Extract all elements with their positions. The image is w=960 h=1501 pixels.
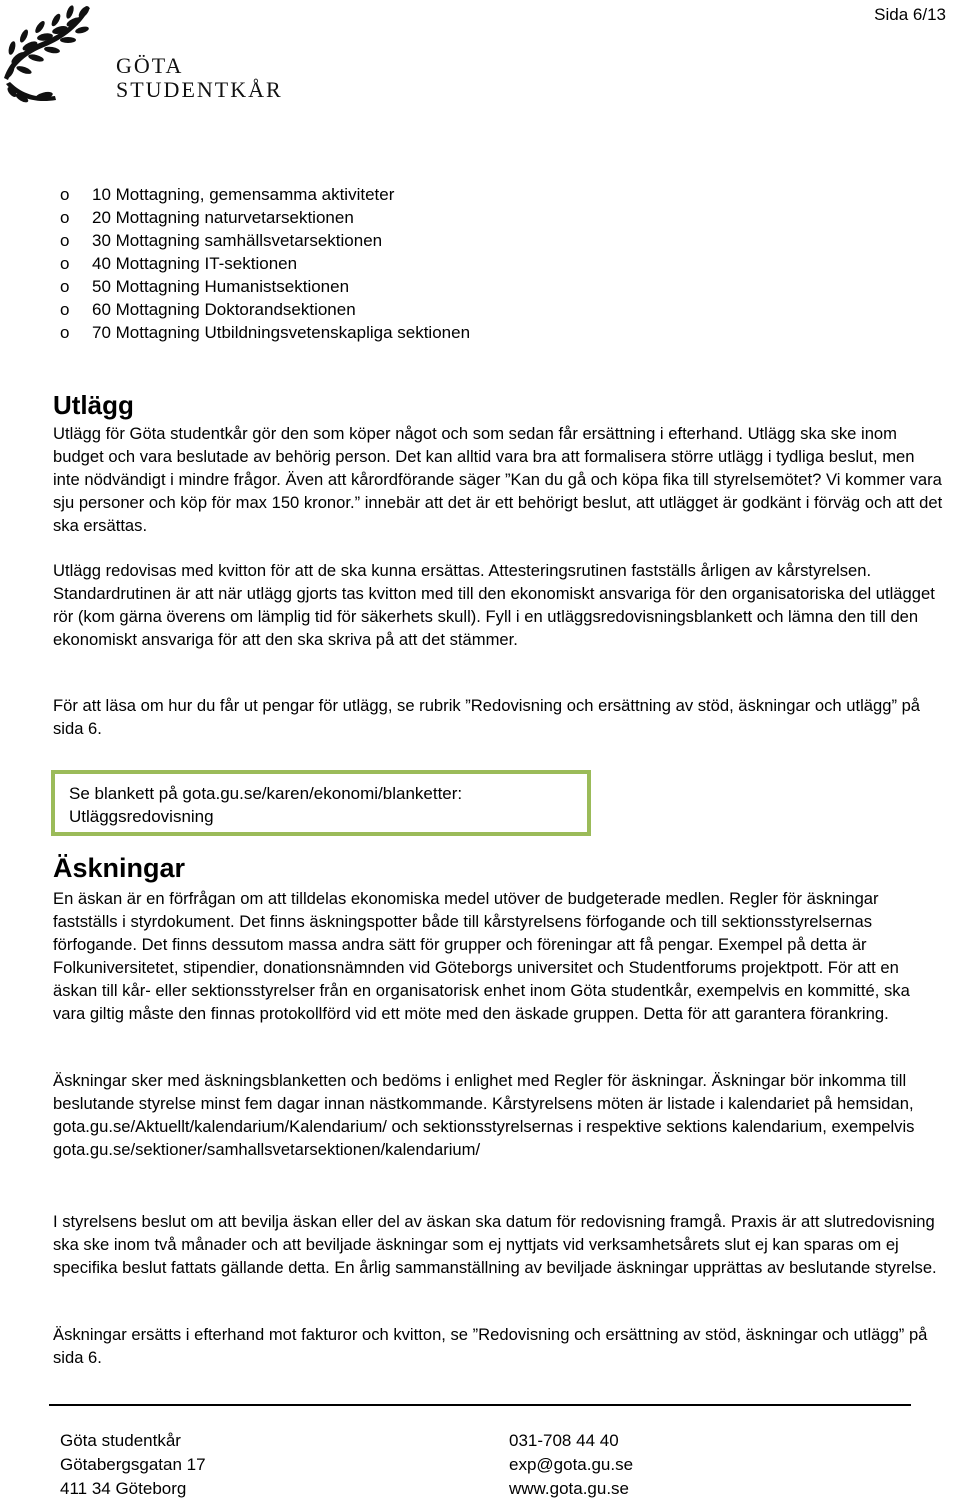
list-item-text: 50 Mottagning Humanistsektionen: [92, 277, 350, 296]
blankett-reference-box: [51, 770, 591, 836]
list-item: [54, 298, 754, 321]
footer-email-link[interactable]: exp@gota.gu.se: [509, 1455, 634, 1474]
list-item-text: 70 Mottagning Utbildningsvetenskapliga sektionen: [92, 323, 471, 342]
blankett-line-2: Utläggsredovisning: [69, 807, 214, 826]
logo-line-1: GÖTA: [116, 53, 184, 78]
section-heading-utlagg: Utlägg: [53, 390, 134, 420]
blankett-line-1: Se blankett på gota.gu.se/karen/ekonomi/blanketter:: [69, 784, 463, 803]
utlagg-paragraph-3: För att läsa om hur du får ut pengar för utlägg, se rubrik ”Redovisning och ersättning av stöd, äskningar och utlägg” på sida 6.: [53, 696, 921, 738]
askningar-paragraph-4: Äskningar ersätts i efterhand mot fakturor och kvitton, se ”Redovisning och ersättning av stöd, äskningar och utlägg” på sida 6.: [53, 1325, 928, 1367]
logo-line-2: STUDENTKÅR: [116, 77, 283, 102]
bullet: o: [60, 231, 70, 250]
utlagg-paragraph-2: Utlägg redovisas med kvitton för att de ska kunna ersättas. Attesteringsrutinen fastställs årligen av kårstyrelsen. Standardrutinen är att när utlägg gjorts tas kvitton med till den ekonomiskt ansvariga för den organisatoriska del utlägget rör (kom gärna överens om lämplig tid för säkerhets skull). Fyll i en utläggsredovisningsblankett och lämna den till den ekonomiskt ansvariga för att den ska skriva på att det stämmer.: [53, 561, 935, 649]
list-item-text: 10 Mottagning, gemensamma aktiviteter: [92, 185, 395, 204]
section-heading-askningar: Äskningar: [53, 853, 186, 883]
mottagning-list: [54, 183, 754, 344]
footer-contact: [509, 1429, 633, 1501]
bullet: o: [60, 208, 70, 227]
list-item-text: 20 Mottagning naturvetarsektionen: [92, 208, 354, 227]
footer-city: 411 34 Göteborg: [60, 1479, 187, 1498]
bullet: o: [60, 185, 70, 204]
bullet: o: [60, 323, 70, 342]
askningar-paragraph-3: I styrelsens beslut om att bevilja äskan eller del av äskan ska datum för redovisning framgå. Praxis är att slutredovisning ska ske inom två månader och att beviljade äskningar som ej nyttjats vid verksamhetsårets slut ej kan sparas om ej specifika beslut fattats gällande detta. En årlig sammanställning av beviljade äskningar upprättas av beslutande styrelse.: [53, 1212, 937, 1277]
footer-phone: 031-708 44 40: [509, 1431, 619, 1450]
bullet: o: [60, 254, 70, 273]
bullet: o: [60, 300, 70, 319]
footer-street: Götabergsgatan 17: [60, 1455, 206, 1474]
footer-web-link[interactable]: www.gota.gu.se: [509, 1479, 630, 1498]
list-item: [54, 275, 754, 298]
footer-org: Göta studentkår: [60, 1431, 181, 1450]
footer-divider: [49, 1404, 911, 1406]
list-item: [54, 206, 754, 229]
list-item-text: 40 Mottagning IT-sektionen: [92, 254, 298, 273]
list-item-text: 60 Mottagning Doktorandsektionen: [92, 300, 356, 319]
page-number: Sida 6/13: [874, 5, 946, 24]
footer-address: [60, 1429, 206, 1501]
bullet: o: [60, 277, 70, 296]
gota-studentkar-logo: [0, 0, 300, 110]
list-item: [54, 183, 754, 206]
askningar-paragraph-2: Äskningar sker med äskningsblanketten och bedöms i enlighet med Regler för äskningar. Äskningar bör inkomma till beslutande styrelse minst fem dagar innan nästkommande. Kårstyrelsens möten är listade i kalendariet på hemsidan, gota.gu.se/Aktuellt/kalendarium/Kalendarium/ och sektionsstyrelsernas i respektive sektions kalendarium, exempelvis gota.gu.se/sektioner/samhallsvetarsektionen/kalendarium/: [53, 1071, 915, 1159]
askningar-paragraph-1: En äskan är en förfrågan om att tilldelas ekonomiska medel utöver de budgeterade medlen. Regler för äskningar fastställs i styrdokument. Det finns äskningspotter både till kårstyrelsens förfogande och till sektionsstyrelsernas förfogande. Det finns dessutom massa andra sätt för grupper och föreningar att få pengar. Exempel på detta är Folkuniversitetet, stipendier, donationsnämnden vid Göteborgs universitet och Studentforums projektpott. För att en äskan till kår- eller sektionsstyrelser från en organisatorisk enhet inom Göta studentkår, exempelvis en kommitté, ska vara giltig måste den finnas protokollförd vid ett möte med den äskade gruppen. Detta för att garantera förankring.: [53, 889, 910, 1023]
list-item: [54, 321, 754, 344]
list-item: [54, 252, 754, 275]
laurel-wreath-icon: [0, 0, 112, 110]
list-item-text: 30 Mottagning samhällsvetarsektionen: [92, 231, 383, 250]
list-item: [54, 229, 754, 252]
utlagg-paragraph-1: Utlägg för Göta studentkår gör den som köper något och som sedan får ersättning i efterhand. Utlägg ska ske inom budget och vara beslutade av behörig person. Det kan alltid vara bra att formalisera större utlägg i tydliga beslut, men inte nödvändigt i mindre frågor. Även att kårordförande säger ”Kan du gå och köpa fika till styrelsemötet? Vi kommer vara sju personer och köp för max 150 kronor.” innebär att det är ett behörigt beslut, att utlägget är godkänt i förväg och att det ska ersättas.: [53, 424, 943, 535]
